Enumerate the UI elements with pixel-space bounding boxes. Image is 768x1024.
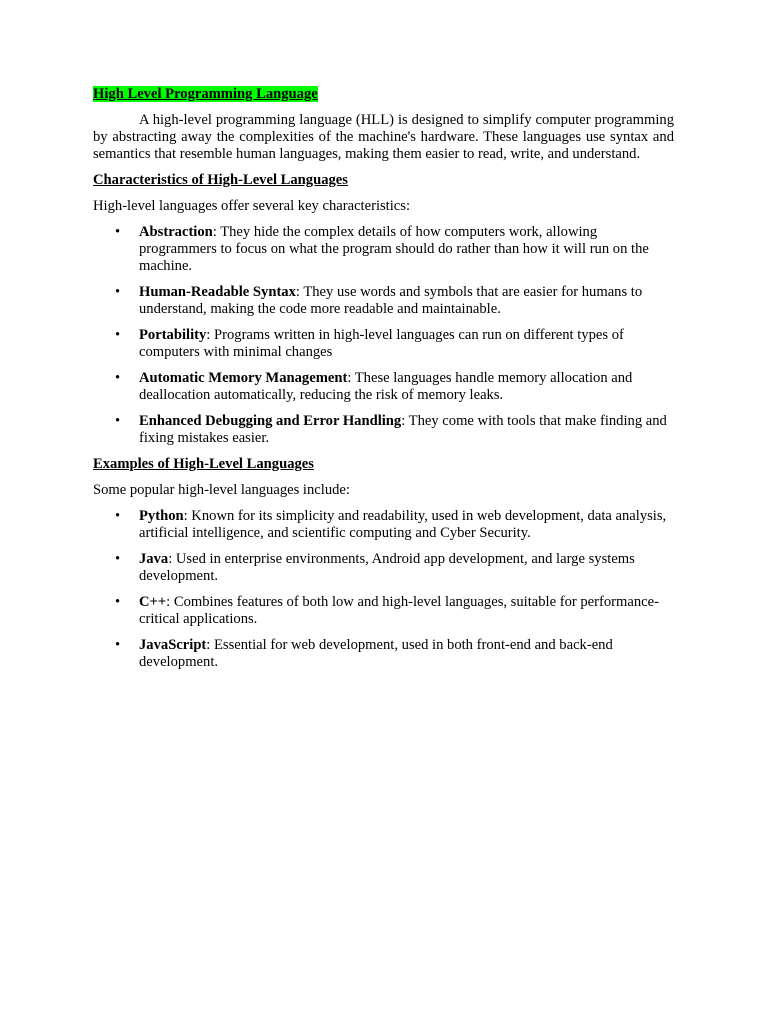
- item-term: Java: [139, 551, 169, 567]
- item-term: JavaScript: [139, 637, 207, 653]
- bullet-icon: •: [115, 370, 121, 386]
- bullet-icon: •: [115, 284, 121, 300]
- bullet-icon: •: [115, 594, 121, 610]
- item-term: C++: [139, 594, 167, 610]
- characteristics-heading: Characteristics of High-Level Languages: [93, 172, 348, 188]
- title-highlight: High Level Programming Language: [93, 86, 318, 102]
- item-term: Python: [139, 508, 184, 524]
- document-title: [93, 86, 674, 103]
- list-item: [93, 594, 674, 628]
- list-item: [93, 370, 674, 404]
- list-item: [93, 224, 674, 275]
- bullet-icon: •: [115, 637, 121, 653]
- item-term: Portability: [139, 327, 207, 343]
- item-text: : Used in enterprise environments, Android app development, and large systems development.: [139, 551, 635, 584]
- bullet-icon: •: [115, 413, 121, 429]
- item-text: : Combines features of both low and high-level languages, suitable for performance-critical applications.: [139, 594, 659, 627]
- bullet-icon: •: [115, 224, 121, 240]
- item-text: : Known for its simplicity and readability, used in web development, data analysis, artificial intelligence, and scientific computing and Cyber Security.: [139, 508, 667, 541]
- examples-list: [93, 508, 674, 671]
- characteristics-list: [93, 224, 674, 447]
- item-term: Automatic Memory Management: [139, 370, 348, 386]
- item-term: Human-Readable Syntax: [139, 284, 296, 300]
- item-text: : They use words and symbols that are easier for humans to understand, making the code more readable and maintainable.: [139, 284, 643, 317]
- list-item: [93, 637, 674, 671]
- document-page: [93, 86, 674, 680]
- intro-paragraph: A high-level programming language (HLL) is designed to simplify computer programming by abstracting away the complexities of the machine's hardware. These languages use syntax and semantics that resemble human languages, making them easier to read, write, and understand.: [93, 112, 674, 162]
- list-item: [93, 413, 674, 447]
- characteristics-lead: High-level languages offer several key characteristics:: [93, 198, 411, 214]
- item-text: : They hide the complex details of how computers work, allowing programmers to focus on what the program should do rather than how it will run on the machine.: [139, 224, 649, 274]
- item-text: : These languages handle memory allocation and deallocation automatically, reducing the risk of memory leaks.: [139, 370, 633, 403]
- item-term: Enhanced Debugging and Error Handling: [139, 413, 402, 429]
- bullet-icon: •: [115, 327, 121, 343]
- list-item: [93, 284, 674, 318]
- item-text: : Essential for web development, used in both front-end and back-end development.: [139, 637, 613, 670]
- list-item: [93, 508, 674, 542]
- bullet-icon: •: [115, 508, 121, 524]
- list-item: [93, 551, 674, 585]
- examples-lead: Some popular high-level languages include:: [93, 482, 350, 498]
- bullet-icon: •: [115, 551, 121, 567]
- item-text: : Programs written in high-level languages can run on different types of computers with minimal changes: [139, 327, 624, 360]
- examples-heading: Examples of High-Level Languages: [93, 456, 314, 472]
- list-item: [93, 327, 674, 361]
- item-text: : They come with tools that make finding and fixing mistakes easier.: [139, 413, 667, 446]
- item-term: Abstraction: [139, 224, 213, 240]
